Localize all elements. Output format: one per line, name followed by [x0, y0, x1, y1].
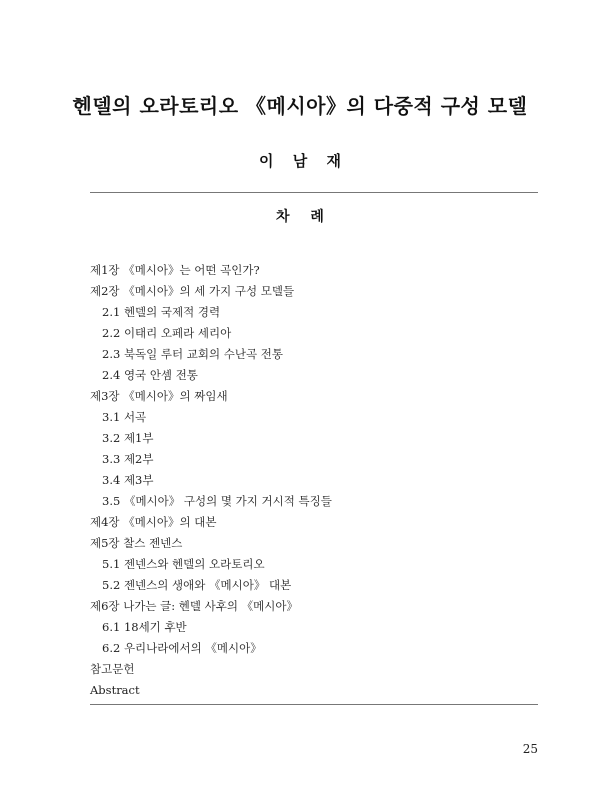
toc-section-entry: 6.1 18세기 후반 — [102, 620, 187, 634]
top-divider — [90, 192, 538, 193]
toc-chapter-entry: 제3장 《메시아》의 짜임새 — [90, 389, 228, 403]
toc-section-entry: 6.2 우리나라에서의 《메시아》 — [102, 641, 262, 655]
toc-section-entry: 2.3 북독일 루터 교회의 수난곡 전통 — [102, 347, 283, 361]
article-title: 헨델의 오라토리오 《메시아》의 다중적 구성 모델 — [72, 94, 528, 118]
toc-section-entry: 2.2 이태리 오페라 세리아 — [102, 326, 232, 340]
toc-section-entry: 3.2 제1부 — [102, 431, 154, 445]
toc-chapter-entry: 제2장 《메시아》의 세 가지 구성 모델들 — [90, 284, 295, 298]
toc-section-entry: 3.4 제3부 — [102, 473, 154, 487]
page-number: 25 — [522, 742, 538, 756]
toc-chapter-entry: 제1장 《메시아》는 어떤 곡인가? — [90, 263, 260, 277]
toc-chapter-entry: 참고문헌 — [90, 662, 135, 676]
toc-section-entry: 5.1 젠넨스와 헨델의 오라토리오 — [102, 557, 265, 571]
toc-section-entry: 3.1 서곡 — [102, 410, 147, 424]
toc-section-entry: 2.1 헨델의 국제적 경력 — [102, 305, 221, 319]
toc-section-entry: 3.5 《메시아》 구성의 몇 가지 거시적 특징들 — [102, 494, 332, 508]
toc-section-entry: 3.3 제2부 — [102, 452, 154, 466]
bottom-divider — [90, 704, 538, 705]
toc-section-entry: 2.4 영국 안셈 전통 — [102, 368, 198, 382]
toc-chapter-entry: 제4장 《메시아》의 대본 — [90, 515, 217, 529]
toc-chapter-entry: 제6장 나가는 글: 헨델 사후의 《메시아》 — [90, 599, 298, 613]
toc-chapter-entry: 제5장 찰스 젠넨스 — [90, 536, 183, 550]
article-author: 이 남 재 — [259, 152, 341, 170]
toc-section-entry: 5.2 젠넨스의 생애와 《메시아》 대본 — [102, 578, 292, 592]
toc-chapter-entry: Abstract — [90, 683, 140, 697]
table-of-contents — [90, 260, 540, 701]
toc-heading: 차 례 — [276, 209, 324, 225]
